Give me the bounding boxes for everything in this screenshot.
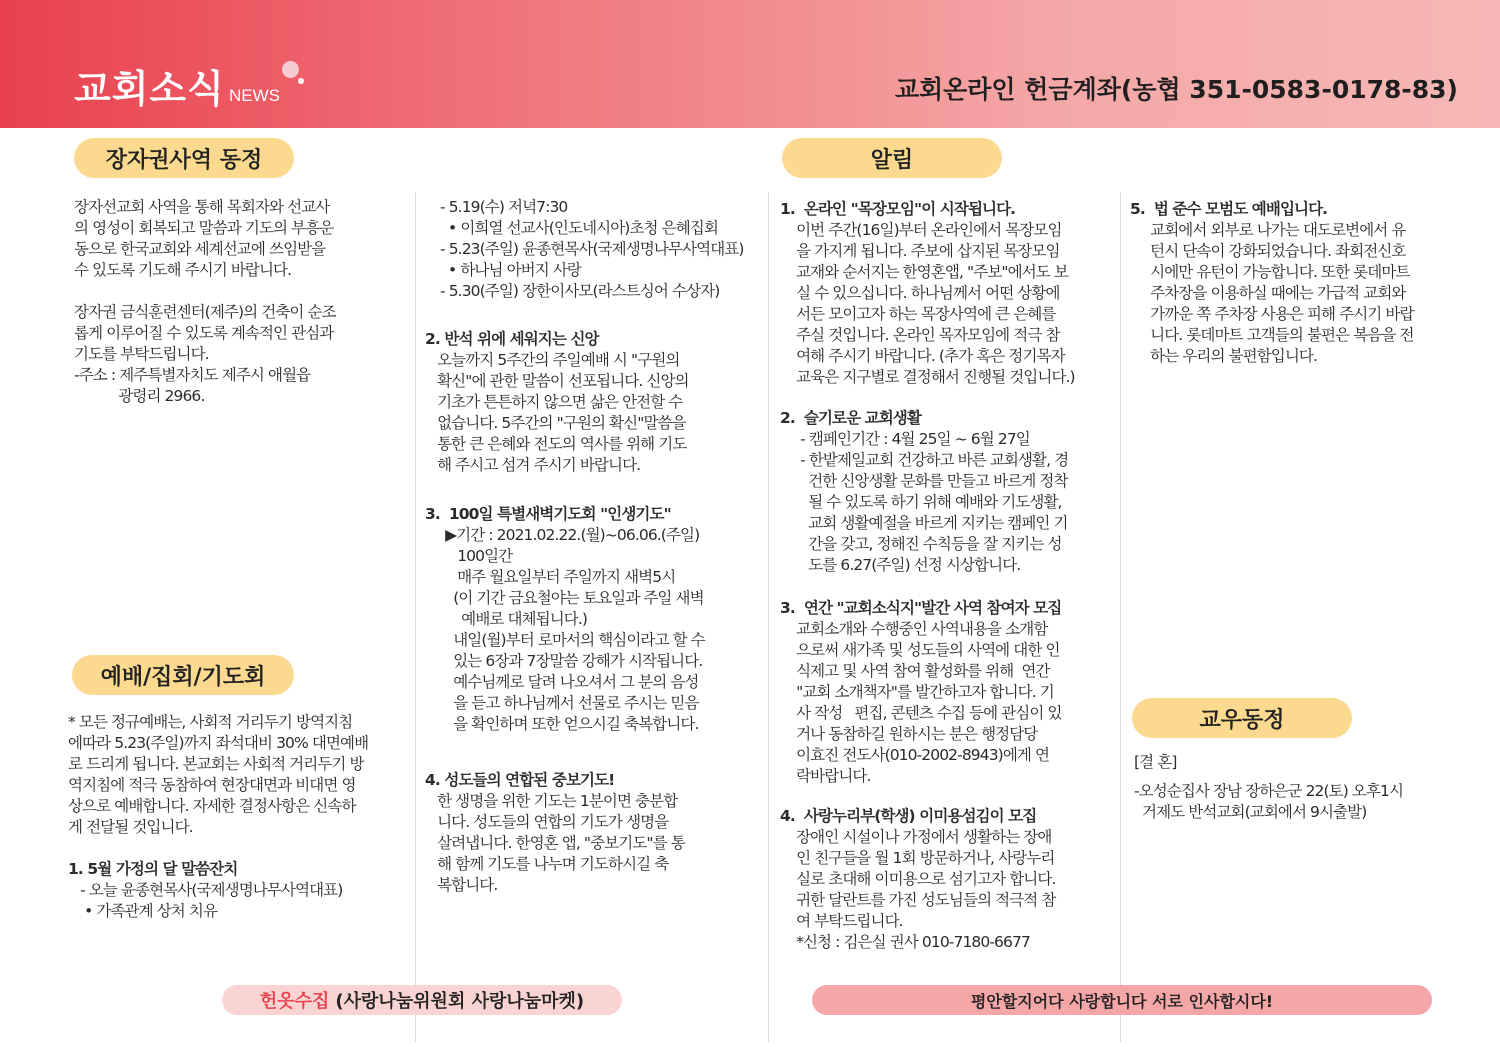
- text-line: 오늘까지 5주간의 주일예배 시 "구원의: [425, 351, 680, 369]
- section-worship-badge: 예배/집회/기도회: [72, 655, 294, 695]
- text-line: 상으로 예배합니다. 자세한 결정사항은 신속하: [68, 797, 356, 815]
- wedding-title: [결 혼]: [1134, 753, 1177, 771]
- text-line: 이효진 전도사(010-2002-8943)에게 연: [780, 746, 1050, 764]
- clothing-drive-banner: [222, 985, 622, 1015]
- text-line: 100일간: [425, 547, 513, 565]
- text-line: 사 작성 편집, 콘텐츠 수집 등에 관심이 있: [780, 704, 1062, 722]
- text-line: 있는 6장과 7장말씀 강해가 시작됩니다.: [425, 652, 703, 670]
- text-line: • 가족관계 상처 치유: [68, 902, 218, 920]
- item-title: 3. 100일 특별새벽기도회 "인생기도": [425, 505, 671, 523]
- text-line: 락바랍니다.: [780, 767, 871, 785]
- notice2-body: [780, 408, 1116, 576]
- text-line: 귀한 달란트를 가진 성도님들의 적극적 참: [780, 891, 1056, 909]
- text-line: 거나 동참하길 원하시는 분은 행정담당: [780, 725, 1038, 743]
- text-line: 주차장을 이용하실 때에는 가급적 교회와: [1130, 284, 1406, 302]
- schedule-body: [440, 197, 760, 302]
- text-line: 식제고 및 사역 참여 활성화를 위해 연간: [780, 662, 1050, 680]
- text-line: *신청 : 김은실 권사 010-7180-6677: [780, 933, 1030, 951]
- text-line: 예배로 대체됩니다.): [425, 610, 588, 628]
- text-line: - 캠페인기간 : 4월 25일 ~ 6월 27일: [780, 430, 1030, 448]
- text-line: 을 가지게 됩니다. 주보에 삽지된 목장모임: [780, 242, 1060, 260]
- notice3-body: [780, 598, 1116, 787]
- text-line: 통한 큰 은혜와 전도의 역사를 위해 기도: [425, 435, 687, 453]
- text-line: 없습니다. 5주간의 "구원의 확신"말씀을: [425, 414, 686, 432]
- item2-body: [425, 329, 760, 476]
- text-line: - 5.19(수) 저녁7:30: [440, 198, 568, 216]
- clothing-drive-label: 헌옷수집: [259, 991, 330, 1012]
- text-line: 롭게 이루어질 수 있도록 계속적인 관심과: [74, 324, 334, 342]
- text-line: 건한 신앙생활 문화를 만들고 바르게 정착: [780, 472, 1068, 490]
- text-line: 교회에서 외부로 나가는 대도로변에서 유: [1130, 221, 1406, 239]
- text-line: "교회 소개책자"를 발간하고자 합니다. 기: [780, 683, 1054, 701]
- text-line: 하는 우리의 불편함입니다.: [1130, 347, 1318, 365]
- text-line: 한 생명을 위한 기도는 1분이면 충분합: [425, 792, 678, 810]
- text-line: 여해 주시기 바랍니다. (추가 혹은 정기목자: [780, 347, 1065, 365]
- text-line: 을 확인하며 또한 얻으시길 축복합니다.: [425, 715, 699, 733]
- text-line: -주소 : 제주특별자치도 제주시 애월읍: [74, 366, 311, 384]
- text-line: 기초가 튼튼하지 않으면 삶은 안전할 수: [425, 393, 683, 411]
- notice5-body: [1130, 199, 1470, 367]
- text-line: 가까운 쪽 주차장 사용은 피해 주시기 바랍: [1130, 305, 1414, 323]
- text-line: 이번 주간(16일)부터 온라인에서 목장모임: [780, 221, 1062, 239]
- text-line: - 5.23(주일) 윤종현목사(국제생명나무사역대표): [440, 240, 744, 258]
- text-line: 시에만 유턴이 가능합니다. 또한 롯데마트: [1130, 263, 1410, 281]
- text-line: • 이희열 선교사(인도네시아)초청 은혜집회: [440, 219, 718, 237]
- header-banner: [0, 0, 1500, 128]
- text-line: 의 영성이 회복되고 말씀과 기도의 부흥운: [74, 219, 334, 237]
- text-line: 도를 6.27(주일) 선정 시상합니다.: [780, 556, 1021, 574]
- text-line: 턴시 단속이 강화되었습니다. 좌회전신호: [1130, 242, 1406, 260]
- item3-body: [425, 504, 760, 735]
- section-jangja-badge: 장자권사역 동정: [74, 138, 294, 178]
- text-line: • 하나님 아버지 사랑: [440, 261, 581, 279]
- notice1-body: [780, 199, 1116, 388]
- item-title: 1. 5월 가정의 달 말씀잔치: [68, 860, 238, 878]
- greeting-banner: 평안할지어다 사랑합니다 서로 인사합시다!: [812, 985, 1432, 1015]
- text-line: 에따라 5.23(주일)까지 좌석대비 30% 대면예배: [68, 734, 369, 752]
- text-line: ▶기간 : 2021.02.22.(월)~06.06.(주일): [425, 526, 700, 544]
- text-line: 실 수 있으십니다. 하나님께서 어떤 상황에: [780, 284, 1060, 302]
- text-line: 기도를 부탁드립니다.: [74, 345, 209, 363]
- text-line: 역지침에 적극 동참하여 현장대면과 비대면 영: [68, 776, 356, 794]
- text-line: 광령리 2966.: [74, 387, 205, 405]
- text-line: 수 있도록 기도해 주시기 바랍니다.: [74, 261, 292, 279]
- members-body: [1134, 752, 1474, 823]
- text-line: 로 드리게 됩니다. 본교회는 사회적 거리두기 방: [68, 755, 364, 773]
- text-line: 주실 것입니다. 온라인 목자모임에 적극 참: [780, 326, 1060, 344]
- text-line: 서든 모이고자 하는 목장사역에 큰 은혜를: [780, 305, 1056, 323]
- item4-body: [425, 770, 760, 896]
- text-line: 장자선교회 사역을 통해 목회자와 선교사: [74, 198, 330, 216]
- item-title: 1. 온라인 "목장모임"이 시작됩니다.: [780, 200, 1016, 218]
- text-line: 실로 초대해 이미용으로 섬기고자 합니다.: [780, 870, 1056, 888]
- item-title: 5. 법 준수 모범도 예배입니다.: [1130, 200, 1328, 218]
- text-line: 될 수 있도록 하기 위해 예배와 기도생활,: [780, 493, 1062, 511]
- text-line: 니다. 롯데마트 고객들의 불편은 복음을 전: [1130, 326, 1414, 344]
- item-title: 4. 사랑누리부(학생) 이미용섬김이 모집: [780, 807, 1037, 825]
- page-title: 교회소식: [74, 67, 225, 111]
- text-line: 확신"에 관한 말씀이 선포됩니다. 신앙의: [425, 372, 689, 390]
- text-line: 교회소개와 수행중인 사역내용을 소개함: [780, 620, 1048, 638]
- text-line: 해 함께 기도를 나누며 기도하시길 축: [425, 855, 669, 873]
- text-line: 인 친구들을 월 1회 방문하거나, 사랑누리: [780, 849, 1055, 867]
- text-line: 교회 생활예절을 바르게 지키는 캠페인 기: [780, 514, 1068, 532]
- item-title: 3. 연간 "교회소식지"발간 사역 참여자 모집: [780, 599, 1062, 617]
- text-line: 교육은 지구별로 결정해서 진행될 것입니다.): [780, 368, 1075, 386]
- item-title: 2. 반석 위에 세워지는 신앙: [425, 330, 599, 348]
- text-line: 해 주시고 섬겨 주시기 바랍니다.: [425, 456, 641, 474]
- decor-dot-small: [298, 78, 304, 84]
- text-line: 매주 월요일부터 주일까지 새벽5시: [425, 568, 676, 586]
- text-line: -오성순집사 장남 장하은군 22(토) 오후1시: [1134, 782, 1404, 800]
- item-title: 4. 성도들의 연합된 중보기도!: [425, 771, 615, 789]
- text-line: - 오늘 윤종현목사(국제생명나무사역대표): [68, 881, 343, 899]
- column-divider: [1120, 192, 1121, 1042]
- worship-body: [68, 712, 408, 922]
- text-line: 교재와 순서지는 한영혼앱, "주보"에서도 보: [780, 263, 1068, 281]
- text-line: 을 듣고 하나님께서 선물로 주시는 믿음: [425, 694, 699, 712]
- text-line: 예수님께로 달려 나오셔서 그 분의 음성: [425, 673, 699, 691]
- clothing-drive-text: (사랑나눔위원회 사랑나눔마켓): [335, 991, 585, 1012]
- text-line: - 5.30(주일) 장한이사모(라스트싱어 수상자): [440, 282, 720, 300]
- text-line: 복합니다.: [425, 876, 498, 894]
- text-line: (이 기간 금요철야는 토요일과 주일 새벽: [425, 589, 704, 607]
- text-line: 내일(월)부터 로마서의 핵심이라고 할 수: [425, 631, 705, 649]
- page-subtitle: NEWS: [229, 86, 280, 105]
- item-title: 2. 슬기로운 교회생활: [780, 409, 921, 427]
- notice4-body: [780, 806, 1116, 953]
- text-line: 장애인 시설이나 가정에서 생활하는 장애: [780, 828, 1052, 846]
- text-line: 거제도 반석교회(교회에서 9시출발): [1134, 803, 1367, 821]
- text-line: 살려냅니다. 한영혼 앱, "중보기도"를 통: [425, 834, 685, 852]
- offering-account: 교회온라인 헌금계좌(농협 351-0583-0178-83): [894, 75, 1458, 104]
- text-line: 으로써 새가족 및 성도들의 사역에 대한 인: [780, 641, 1060, 659]
- text-line: 니다. 성도들의 연합의 기도가 생명을: [425, 813, 669, 831]
- column-divider: [768, 192, 769, 1042]
- text-line: 여 부탁드립니다.: [780, 912, 903, 930]
- decor-dot: [282, 61, 299, 78]
- section-notice-badge: 알림: [782, 138, 1002, 178]
- jangja-body: [74, 197, 404, 407]
- text-line: - 한밭제일교회 건강하고 바른 교회생활, 경: [780, 451, 1069, 469]
- text-line: 게 전달될 것입니다.: [68, 818, 193, 836]
- text-line: 간을 갖고, 정해진 수칙등을 잘 지키는 성: [780, 535, 1062, 553]
- text-line: 동으로 한국교회와 세계선교에 쓰임받을: [74, 240, 326, 258]
- text-line: 장자권 금식훈련센터(제주)의 건축이 순조: [74, 303, 336, 321]
- section-members-badge: 교우동정: [1132, 698, 1352, 738]
- column-divider: [415, 192, 416, 1042]
- text-line: * 모든 정규예배는, 사회적 거리두기 방역지침: [68, 713, 353, 731]
